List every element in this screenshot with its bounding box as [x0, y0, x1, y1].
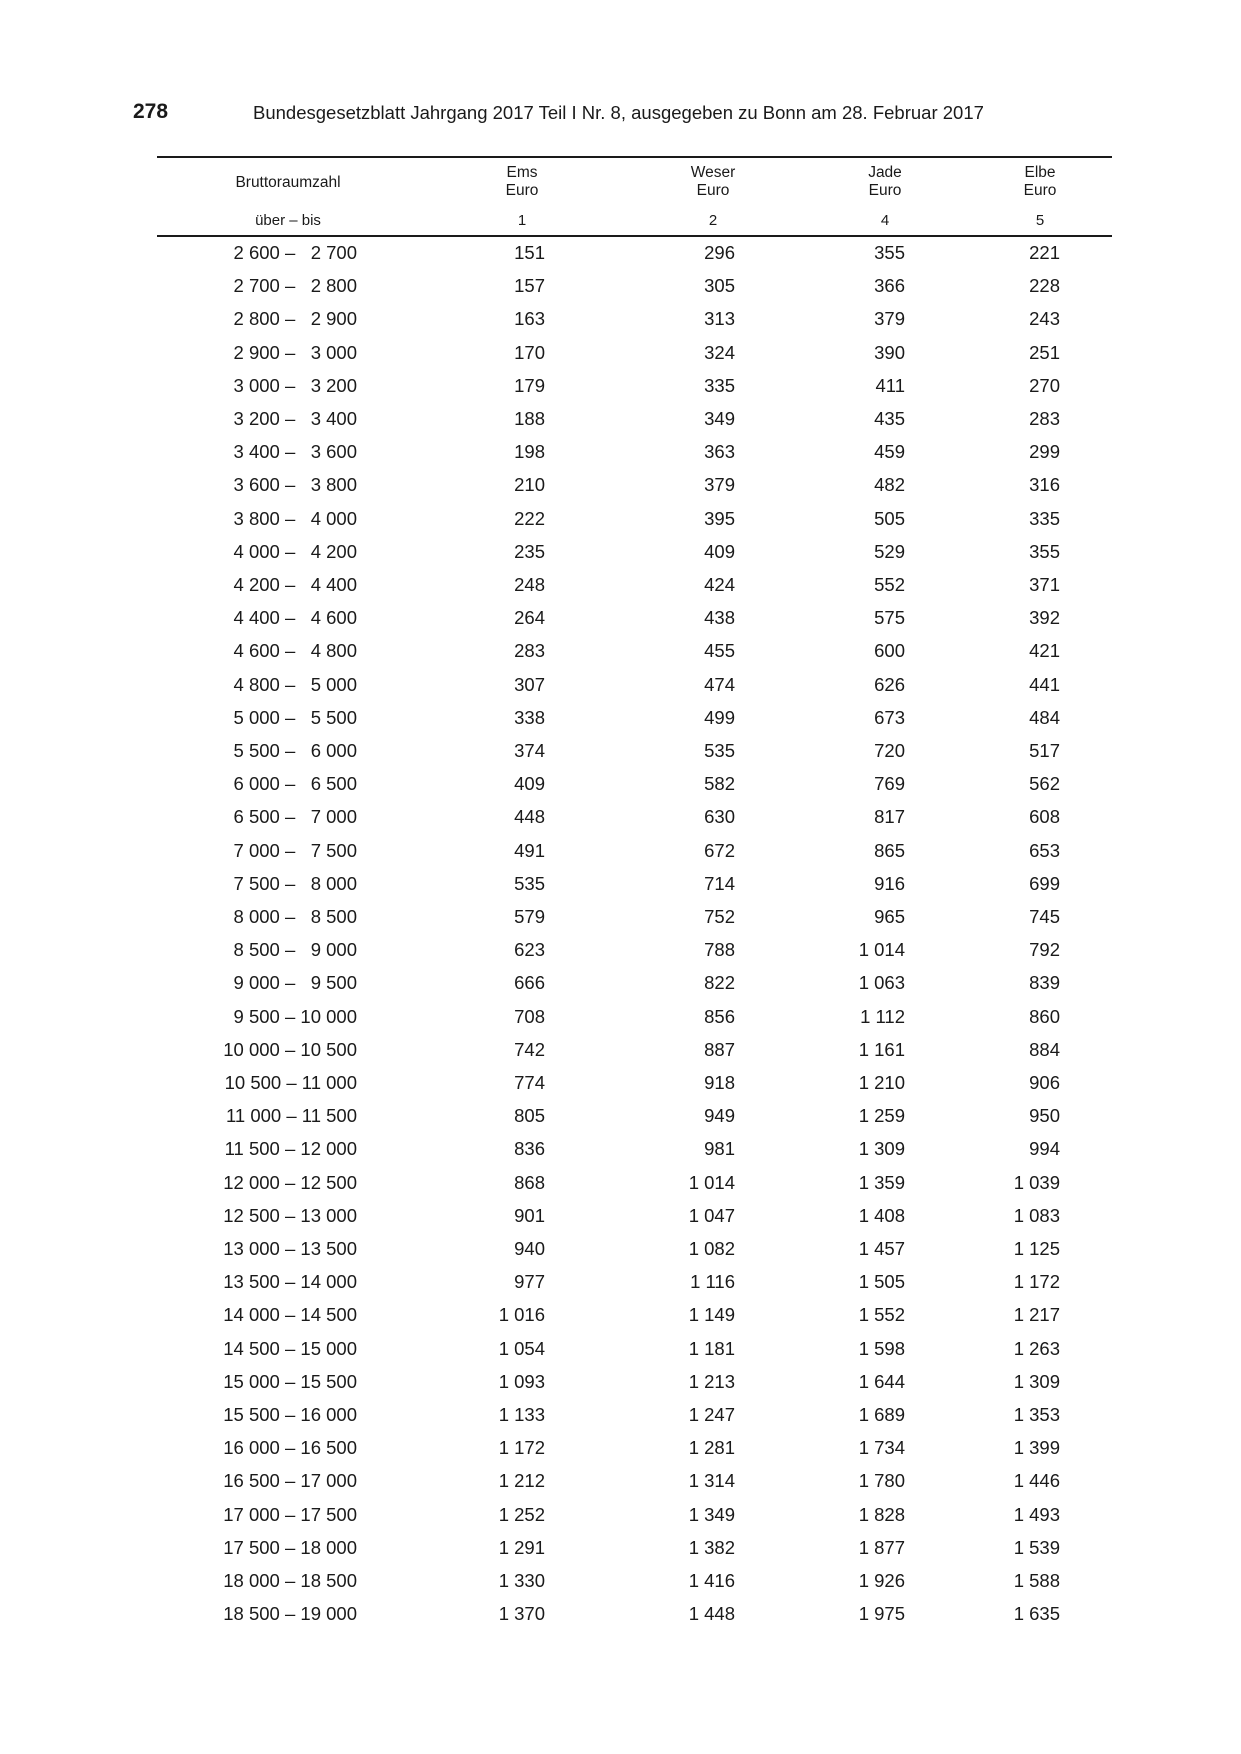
table-row [0, 966, 1241, 999]
cell-jade: 1 505 [858, 1271, 905, 1293]
cell-range: 8 000 – 8 500 [233, 906, 357, 927]
cell-elbe: 299 [1029, 441, 1060, 463]
table-row [0, 1531, 1241, 1564]
cell-jade: 673 [874, 706, 905, 728]
table-row [0, 1298, 1241, 1331]
column-unit-jade: Euro [868, 182, 902, 199]
cell-elbe: 283 [1029, 408, 1060, 429]
table-row [0, 236, 1241, 269]
cell-elbe: 392 [1029, 607, 1060, 629]
cell-weser: 582 [704, 773, 735, 795]
cell-range: 12 500 – 13 000 [223, 1204, 357, 1226]
cell-weser: 1 213 [688, 1370, 735, 1392]
table-row [0, 502, 1241, 535]
cell-jade: 817 [874, 806, 905, 828]
table-row [0, 701, 1241, 734]
column-header-jade: Jade [868, 164, 902, 181]
column-header-elbe: Elbe [1024, 164, 1056, 181]
cell-jade: 916 [874, 872, 905, 894]
page-number: 278 [133, 100, 169, 123]
cell-ems: 248 [514, 574, 545, 595]
cell-weser: 918 [704, 1072, 735, 1093]
cell-weser: 305 [704, 275, 735, 297]
cell-elbe: 355 [1029, 540, 1060, 562]
cell-weser: 981 [704, 1138, 735, 1160]
cell-jade: 1 926 [858, 1570, 905, 1591]
cell-jade: 1 210 [858, 1072, 905, 1093]
cell-elbe: 745 [1029, 906, 1060, 927]
cell-weser: 1 349 [688, 1503, 735, 1525]
cell-jade: 1 259 [858, 1105, 905, 1127]
cell-elbe: 421 [1029, 640, 1060, 662]
cell-weser: 1 281 [688, 1437, 735, 1459]
cell-jade: 355 [874, 242, 905, 263]
cell-range: 10 500 – 11 000 [224, 1072, 357, 1093]
cell-range: 14 500 – 15 000 [223, 1337, 357, 1359]
cell-ems: 235 [514, 540, 545, 562]
cell-jade: 1 063 [858, 972, 905, 994]
cell-elbe: 1 039 [1013, 1171, 1060, 1193]
cell-ems: 579 [514, 906, 545, 927]
cell-elbe: 1 217 [1013, 1304, 1060, 1326]
cell-ems: 448 [514, 806, 545, 828]
cell-range: 4 400 – 4 600 [233, 607, 357, 629]
cell-weser: 887 [704, 1038, 735, 1060]
cell-range: 15 500 – 16 000 [223, 1404, 357, 1425]
cell-jade: 1 408 [858, 1204, 905, 1226]
cell-ems: 805 [514, 1105, 545, 1127]
cell-jade: 552 [874, 574, 905, 595]
cell-weser: 1 181 [688, 1337, 735, 1359]
cell-range: 13 000 – 13 500 [223, 1238, 357, 1259]
cell-elbe: 316 [1029, 474, 1060, 496]
cell-range: 4 800 – 5 000 [233, 673, 357, 695]
table-row [0, 668, 1241, 701]
cell-range: 4 600 – 4 800 [233, 640, 357, 662]
cell-jade: 1 161 [858, 1038, 905, 1060]
table-row [0, 1564, 1241, 1597]
cell-elbe: 243 [1029, 308, 1060, 330]
table-row [0, 1132, 1241, 1165]
cell-ems: 623 [514, 939, 545, 961]
cell-weser: 1 382 [688, 1536, 735, 1558]
table-row [0, 468, 1241, 501]
cell-jade: 626 [874, 673, 905, 695]
cell-range: 17 000 – 17 500 [223, 1503, 357, 1525]
cell-ems: 338 [514, 706, 545, 728]
table-row [0, 734, 1241, 767]
column-unit-ems: Euro [505, 182, 539, 199]
cell-range: 3 200 – 3 400 [233, 408, 357, 429]
cell-ems: 774 [514, 1072, 545, 1093]
cell-range: 18 500 – 19 000 [223, 1603, 357, 1625]
cell-ems: 1 370 [498, 1603, 545, 1625]
cell-jade: 411 [875, 374, 905, 396]
cell-weser: 1 047 [688, 1204, 735, 1226]
cell-range: 12 000 – 12 500 [223, 1171, 357, 1193]
cell-jade: 600 [874, 640, 905, 662]
cell-jade: 1 552 [858, 1304, 905, 1326]
cell-weser: 313 [704, 308, 735, 330]
cell-elbe: 950 [1029, 1105, 1060, 1127]
cell-weser: 752 [704, 906, 735, 927]
cell-weser: 788 [704, 939, 735, 961]
cell-ems: 1 093 [498, 1370, 545, 1392]
table-row [0, 601, 1241, 634]
cell-ems: 535 [514, 872, 545, 894]
table-row [0, 1431, 1241, 1464]
table-row [0, 1398, 1241, 1431]
cell-range: 2 800 – 2 900 [233, 308, 357, 330]
cell-elbe: 1 083 [1013, 1204, 1060, 1226]
table-row [0, 900, 1241, 933]
table-row [0, 800, 1241, 833]
cell-jade: 1 309 [858, 1138, 905, 1160]
cell-ems: 179 [514, 374, 545, 396]
cell-weser: 672 [704, 839, 735, 861]
table-row [0, 1099, 1241, 1132]
cell-weser: 424 [704, 574, 735, 595]
cell-jade: 1 014 [858, 939, 905, 961]
cell-weser: 1 082 [688, 1238, 735, 1259]
cell-elbe: 1 125 [1013, 1238, 1060, 1259]
cell-weser: 1 448 [688, 1603, 735, 1625]
cell-jade: 482 [874, 474, 905, 496]
cell-weser: 822 [704, 972, 735, 994]
cell-ems: 222 [514, 507, 545, 529]
cell-jade: 366 [874, 275, 905, 297]
cell-ems: 283 [514, 640, 545, 662]
cell-range: 4 200 – 4 400 [233, 574, 357, 595]
cell-range: 9 000 – 9 500 [233, 972, 357, 994]
cell-jade: 1 828 [858, 1503, 905, 1525]
cell-weser: 349 [704, 408, 735, 429]
cell-range: 5 500 – 6 000 [233, 740, 357, 761]
cell-jade: 505 [874, 507, 905, 529]
column-subheader-bruttoraumzahl: über – bis [255, 212, 321, 229]
cell-range: 16 500 – 17 000 [223, 1470, 357, 1492]
cell-weser: 1 247 [688, 1404, 735, 1425]
table-row [0, 933, 1241, 966]
cell-ems: 170 [514, 341, 545, 363]
cell-elbe: 860 [1029, 1005, 1060, 1027]
cell-weser: 335 [704, 374, 735, 396]
cell-ems: 374 [514, 740, 545, 761]
cell-ems: 210 [514, 474, 545, 496]
cell-jade: 1 598 [858, 1337, 905, 1359]
column-unit-weser: Euro [696, 182, 730, 199]
cell-ems: 1 252 [498, 1503, 545, 1525]
cell-weser: 474 [704, 673, 735, 695]
cell-elbe: 1 588 [1013, 1570, 1060, 1591]
table-row [0, 1066, 1241, 1099]
table-row [0, 1365, 1241, 1398]
cell-range: 5 000 – 5 500 [233, 706, 357, 728]
cell-elbe: 994 [1029, 1138, 1060, 1160]
cell-weser: 363 [704, 441, 735, 463]
cell-ems: 1 054 [498, 1337, 545, 1359]
table-row [0, 302, 1241, 335]
cell-elbe: 1 399 [1013, 1437, 1060, 1459]
cell-weser: 499 [704, 706, 735, 728]
cell-jade: 1 734 [858, 1437, 905, 1459]
cell-jade: 1 644 [858, 1370, 905, 1392]
cell-ems: 901 [514, 1204, 545, 1226]
cell-range: 17 500 – 18 000 [223, 1536, 357, 1558]
column-header-bruttoraumzahl: Bruttoraumzahl [235, 174, 341, 191]
table-row [0, 435, 1241, 468]
cell-jade: 769 [874, 773, 905, 795]
table-top-rule [157, 156, 1112, 158]
cell-weser: 455 [704, 640, 735, 662]
cell-elbe: 562 [1029, 773, 1060, 795]
cell-elbe: 653 [1029, 839, 1060, 861]
cell-weser: 1 416 [688, 1570, 735, 1591]
cell-weser: 1 314 [688, 1470, 735, 1492]
cell-jade: 1 780 [858, 1470, 905, 1492]
cell-weser: 379 [704, 474, 735, 496]
cell-weser: 1 149 [688, 1304, 735, 1326]
cell-range: 6 500 – 7 000 [233, 806, 357, 828]
cell-ems: 1 291 [498, 1536, 545, 1558]
cell-weser: 949 [704, 1105, 735, 1127]
cell-range: 14 000 – 14 500 [223, 1304, 357, 1326]
cell-elbe: 228 [1029, 275, 1060, 297]
cell-ems: 836 [514, 1138, 545, 1160]
cell-elbe: 484 [1029, 706, 1060, 728]
cell-ems: 163 [514, 308, 545, 330]
column-number-weser: 2 [708, 212, 718, 229]
cell-jade: 720 [874, 740, 905, 761]
cell-jade: 390 [874, 341, 905, 363]
cell-range: 11 500 – 12 000 [224, 1138, 357, 1160]
cell-weser: 296 [704, 242, 735, 263]
table-row [0, 1000, 1241, 1033]
cell-elbe: 906 [1029, 1072, 1060, 1093]
column-unit-elbe: Euro [1023, 182, 1057, 199]
table-row [0, 767, 1241, 800]
cell-range: 15 000 – 15 500 [223, 1370, 357, 1392]
cell-jade: 1 975 [858, 1603, 905, 1625]
table-row [0, 402, 1241, 435]
table-row [0, 369, 1241, 402]
cell-jade: 379 [874, 308, 905, 330]
cell-weser: 535 [704, 740, 735, 761]
column-number-ems: 1 [517, 212, 527, 229]
cell-elbe: 1 446 [1013, 1470, 1060, 1492]
cell-ems: 708 [514, 1005, 545, 1027]
table-row [0, 1265, 1241, 1298]
cell-elbe: 1 539 [1013, 1536, 1060, 1558]
cell-elbe: 1 263 [1013, 1337, 1060, 1359]
cell-range: 2 700 – 2 800 [233, 275, 357, 297]
cell-jade: 529 [874, 540, 905, 562]
cell-ems: 940 [514, 1238, 545, 1259]
cell-range: 13 500 – 14 000 [223, 1271, 357, 1293]
cell-ems: 264 [514, 607, 545, 629]
cell-ems: 188 [514, 408, 545, 429]
cell-ems: 977 [514, 1271, 545, 1293]
running-title: Bundesgesetzblatt Jahrgang 2017 Teil I Nr. 8, ausgegeben zu Bonn am 28. Februar 2017 [253, 102, 984, 123]
cell-range: 7 000 – 7 500 [233, 839, 357, 861]
table-row [0, 269, 1241, 302]
cell-range: 16 000 – 16 500 [223, 1437, 357, 1459]
cell-elbe: 1 493 [1013, 1503, 1060, 1525]
cell-ems: 157 [514, 275, 545, 297]
cell-elbe: 441 [1029, 673, 1060, 695]
cell-jade: 1 689 [858, 1404, 905, 1425]
cell-ems: 1 172 [498, 1437, 545, 1459]
cell-ems: 151 [514, 242, 545, 263]
cell-elbe: 699 [1029, 872, 1060, 894]
cell-jade: 965 [874, 906, 905, 927]
cell-weser: 714 [704, 872, 735, 894]
cell-ems: 307 [514, 673, 545, 695]
cell-ems: 409 [514, 773, 545, 795]
cell-elbe: 1 172 [1013, 1271, 1060, 1293]
cell-elbe: 221 [1029, 242, 1060, 263]
cell-elbe: 1 353 [1013, 1404, 1060, 1425]
cell-range: 3 600 – 3 800 [233, 474, 357, 496]
cell-ems: 868 [514, 1171, 545, 1193]
table-row [0, 1033, 1241, 1066]
cell-ems: 666 [514, 972, 545, 994]
cell-ems: 1 212 [498, 1470, 545, 1492]
cell-weser: 409 [704, 540, 735, 562]
cell-ems: 198 [514, 441, 545, 463]
table-row [0, 1232, 1241, 1265]
cell-range: 6 000 – 6 500 [233, 773, 357, 795]
cell-range: 4 000 – 4 200 [233, 540, 357, 562]
cell-elbe: 517 [1029, 740, 1060, 761]
cell-weser: 1 014 [688, 1171, 735, 1193]
cell-range: 7 500 – 8 000 [233, 872, 357, 894]
cell-elbe: 839 [1029, 972, 1060, 994]
table-row [0, 634, 1241, 667]
cell-ems: 742 [514, 1038, 545, 1060]
cell-ems: 1 133 [498, 1404, 545, 1425]
column-header-ems: Ems [506, 164, 538, 181]
cell-jade: 459 [874, 441, 905, 463]
cell-range: 2 600 – 2 700 [233, 242, 357, 263]
table-row [0, 336, 1241, 369]
table-row [0, 867, 1241, 900]
column-number-elbe: 5 [1035, 212, 1045, 229]
cell-elbe: 335 [1029, 507, 1060, 529]
cell-weser: 1 116 [690, 1271, 735, 1293]
cell-jade: 1 877 [858, 1536, 905, 1558]
cell-range: 18 000 – 18 500 [223, 1570, 357, 1591]
cell-weser: 630 [704, 806, 735, 828]
cell-range: 3 800 – 4 000 [233, 507, 357, 529]
cell-elbe: 251 [1029, 341, 1060, 363]
cell-jade: 865 [874, 839, 905, 861]
cell-weser: 438 [704, 607, 735, 629]
table-row [0, 1597, 1241, 1630]
cell-elbe: 270 [1029, 374, 1060, 396]
table-row [0, 1199, 1241, 1232]
cell-jade: 435 [874, 408, 905, 429]
cell-range: 8 500 – 9 000 [233, 939, 357, 961]
table-row [0, 1166, 1241, 1199]
table-row [0, 1464, 1241, 1497]
cell-range: 9 500 – 10 000 [233, 1005, 357, 1027]
table-row [0, 1332, 1241, 1365]
cell-ems: 491 [514, 839, 545, 861]
cell-jade: 1 112 [860, 1005, 905, 1027]
cell-range: 10 000 – 10 500 [223, 1038, 357, 1060]
cell-weser: 324 [704, 341, 735, 363]
cell-jade: 1 359 [858, 1171, 905, 1193]
cell-elbe: 1 635 [1013, 1603, 1060, 1625]
cell-weser: 856 [704, 1005, 735, 1027]
cell-range: 2 900 – 3 000 [233, 341, 357, 363]
cell-ems: 1 330 [498, 1570, 545, 1591]
cell-elbe: 608 [1029, 806, 1060, 828]
table-row [0, 568, 1241, 601]
cell-elbe: 884 [1029, 1038, 1060, 1060]
cell-elbe: 1 309 [1013, 1370, 1060, 1392]
cell-weser: 395 [704, 507, 735, 529]
cell-range: 3 400 – 3 600 [233, 441, 357, 463]
cell-jade: 575 [874, 607, 905, 629]
cell-elbe: 371 [1029, 574, 1060, 595]
cell-ems: 1 016 [498, 1304, 545, 1326]
column-header-weser: Weser [690, 164, 736, 181]
cell-jade: 1 457 [858, 1238, 905, 1259]
column-number-jade: 4 [880, 212, 890, 229]
table-row [0, 834, 1241, 867]
table-row [0, 535, 1241, 568]
cell-range: 11 000 – 11 500 [226, 1105, 357, 1127]
cell-range: 3 000 – 3 200 [233, 374, 357, 396]
table-row [0, 1498, 1241, 1531]
cell-elbe: 792 [1029, 939, 1060, 961]
